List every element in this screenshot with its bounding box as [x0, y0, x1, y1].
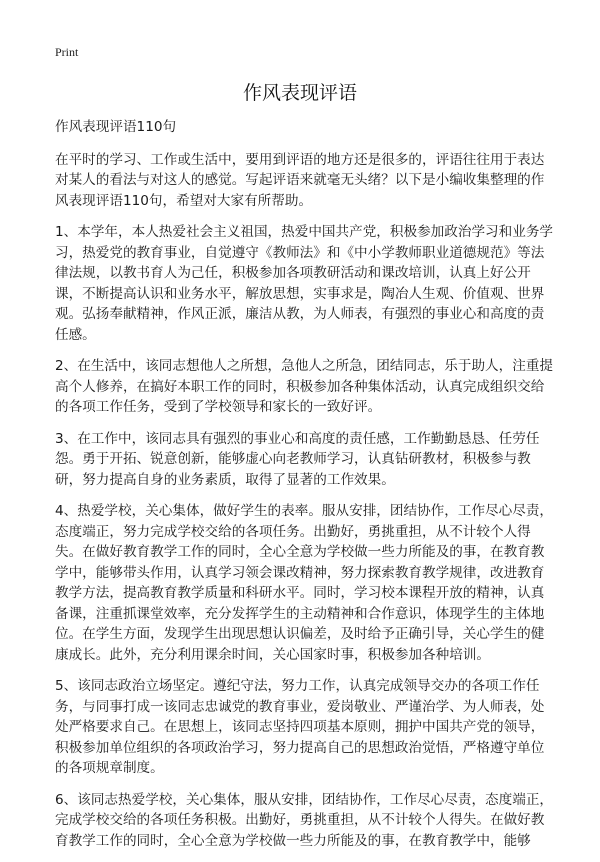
paragraph-5: 5、该同志政治立场坚定。遵纪守法，努力工作，认真完成领导交办的各项工作任务，与同事打成一该同志忠诚党的教育事业，爱岗敬业、严谨治学、为人师表，处处严格要求自己。在思想上，该同志坚持四项基本原则，拥护中国共产党的领导，积极参加单位组织的各项政治学习，努力提高自己的思想政治觉悟，严格遵守单位的各项规章制度。	[55, 678, 545, 776]
page-title: 作风表现评语	[242, 82, 357, 104]
paragraph-3: 3、在工作中，该同志具有强烈的事业心和高度的责任感，工作勤勤恳恳、任劳任怨。勇于开拓、锐意创新，能够虚心向老教师学习，认真钻研教材，积极参与教研，努力提高自身的业务素质，取得了显著的工作效果。	[55, 430, 540, 488]
print-link[interactable]: Print	[55, 45, 79, 59]
paragraph-4: 4、热爱学校，关心集体，做好学生的表率。服从安排，团结协作，工作尽心尽责，态度端正，努力完成学校交给的各项任务。出勤好，勇挑重担，从不计较个人得失。在做好教育教学工作的同时，全心全意为学校做一些力所能及的事，在教育教学中，能够带头作用，认真学习领会课改精神，努力探索教育教学规律，改进教育教学方法，提高教育教学质量和科研水平。同时，学习校本课程开放的精神，认真备课，注重抓课堂效率，充分发挥学生的主动精神和合作意识，体现学生的主体地位。在学生方面，发现学生出现思想认识偏差，及时给予正确引导，关心学生的健康成长。此外，充分利用课余时间，关心国家时事，积极参加各种培训。	[55, 503, 554, 663]
document-body	[55, 117, 555, 862]
intro-paragraph: 在平时的学习、工作或生活中，要用到评语的地方还是很多的，评语往往用于表达对某人的看法与对这人的感觉。写起评语来就毫无头绪？以下是小编收集整理的作风表现评语110句，希望对大家有所帮助。	[55, 151, 545, 209]
paragraph-2: 2、在生活中，该同志想他人之所想，急他人之所急，团结同志，乐于助人，注重提高个人修养，在搞好本职工作的同时，积极参加各种集体活动，认真完成组织交给的各项工作任务，受到了学校领导和家长的一致好评。	[55, 358, 554, 415]
document-subtitle: 作风表现评语110句	[55, 119, 177, 135]
paragraph-6: 6、该同志热爱学校，关心集体，服从安排，团结协作，工作尽心尽责，态度端正，完成学校交给的各项任务积极。出勤好，勇挑重担，从不计较个人得失。在做好教育教学工作的同时，全心全意为学校做一些力所能及的事，在教育教学中，能够	[55, 791, 554, 849]
paragraph-1: 1、本学年，本人热爱社会主义祖国，热爱中国共产党，积极参加政治学习和业务学习，热爱党的教育事业，自觉遵守《教师法》和《中小学教师职业道德规范》等法律法规，以教书育人为己任，积极参加各项教研活动和课改培训，认真上好公开课，不断提高认识和业务水平，解放思想，实事求是，陶冶人生观、价值观、世界观。弘扬奉献精神，作风正派，廉洁从教，为人师表，有强烈的事业心和高度的责任感。	[55, 224, 554, 343]
